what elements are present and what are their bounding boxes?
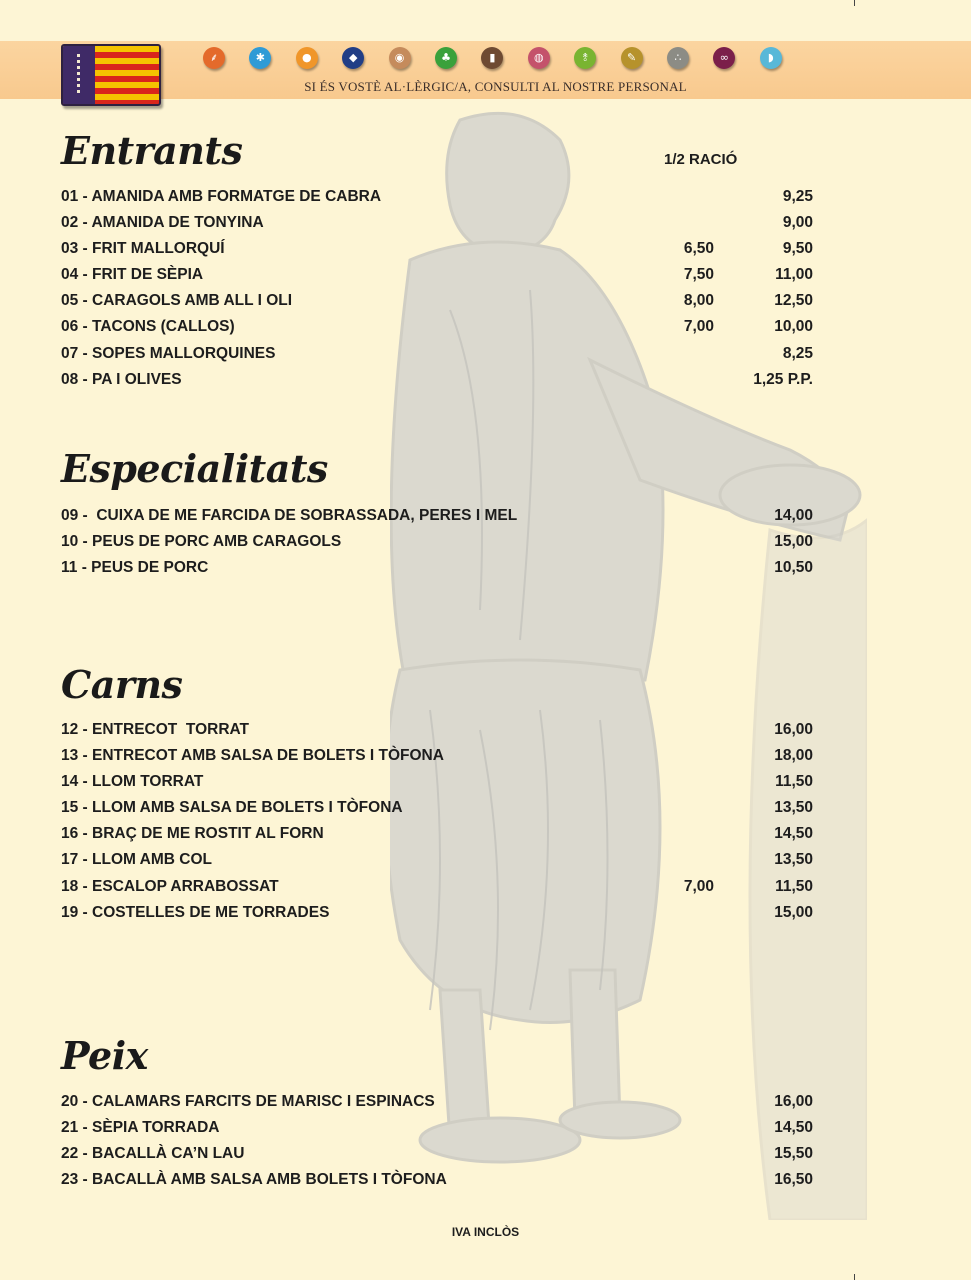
- menu-item-half-price: 7,00: [683, 877, 714, 895]
- menu-item-price: 12,50: [774, 292, 813, 310]
- menu-item: [61, 1093, 821, 1119]
- menu-item: [61, 371, 821, 397]
- menu-item: [61, 507, 821, 533]
- menu-item-name: 22 - BACALLÀ CA’N LAU: [61, 1145, 245, 1163]
- menu-item-price: 13,50: [774, 799, 813, 817]
- menu-item-name: 19 - COSTELLES DE ME TORRADES: [61, 903, 330, 921]
- gluten-icon: ⸙: [203, 47, 225, 69]
- menu-item-name: 16 - BRAÇ DE ME ROSTIT AL FORN: [61, 825, 324, 843]
- menu-item-name: 15 - LLOM AMB SALSA DE BOLETS I TÒFONA: [61, 799, 403, 817]
- menu-item-price: 11,50: [775, 773, 813, 791]
- section-title-entrants: Entrants: [61, 128, 243, 173]
- celery-icon: ⥉: [574, 47, 596, 69]
- menu-item-half-price: 6,50: [683, 240, 714, 258]
- menu-item-name: 11 - PEUS DE PORC: [61, 559, 209, 577]
- menu-item-price: 9,50: [782, 240, 813, 258]
- menu-item-price: 10,00: [774, 318, 813, 336]
- menu-item-price: 8,25: [782, 344, 813, 362]
- menu-item: [61, 345, 821, 371]
- menu-item: [61, 1171, 821, 1197]
- menu-item-price: 13,50: [774, 851, 813, 869]
- menu-item: [61, 1145, 821, 1171]
- molluscs-icon: ◗: [760, 47, 782, 69]
- mustard-icon: ✎: [621, 47, 643, 69]
- peix-list: [61, 1093, 821, 1197]
- menu-item-price: 11,50: [775, 877, 813, 895]
- menu-item: [61, 773, 821, 799]
- sulphites-icon: ∞: [713, 47, 735, 69]
- menu-item: [61, 747, 821, 773]
- menu-item-name: 03 - FRIT MALLORQUÍ: [61, 240, 225, 258]
- menu-item-name: 17 - LLOM AMB COL: [61, 851, 212, 869]
- menu-item-price: 11,00: [775, 266, 813, 284]
- menu-item-name: 01 - AMANIDA AMB FORMATGE DE CABRA: [61, 188, 382, 205]
- mallorca-flag-logo: [61, 44, 161, 106]
- menu-item: [61, 214, 821, 240]
- nuts-icon: ◍: [528, 47, 550, 69]
- menu-item-name: 02 - AMANIDA DE TONYINA: [61, 214, 264, 232]
- crop-mark-top: [854, 0, 855, 6]
- menu-item-name: 21 - SÈPIA TORRADA: [61, 1119, 220, 1137]
- menu-item-price: 16,00: [774, 721, 813, 738]
- menu-item-name: 04 - FRIT DE SÈPIA: [61, 266, 204, 284]
- menu-item-price: 16,50: [774, 1171, 813, 1189]
- menu-item: [61, 1119, 821, 1145]
- menu-item-price: 14,50: [774, 825, 813, 843]
- menu-item: [61, 318, 821, 344]
- menu-item: [61, 721, 821, 747]
- milk-icon: ▮: [481, 47, 503, 69]
- menu-item-price: 16,00: [774, 1093, 813, 1110]
- menu-item-name: 07 - SOPES MALLORQUINES: [61, 344, 276, 362]
- menu-item: [61, 904, 821, 930]
- menu-item: [61, 559, 821, 585]
- menu-item-price: 9,25: [782, 188, 813, 205]
- half-ration-header: 1/2 RACIÓ: [664, 151, 738, 168]
- menu-item-price: 1,25 P.P.: [753, 370, 813, 388]
- fish-icon: ◆: [342, 47, 364, 69]
- entrants-list: [61, 188, 821, 397]
- menu-item-name: 18 - ESCALOP ARRABOSSAT: [61, 877, 279, 895]
- menu-item-price: 15,00: [774, 533, 813, 551]
- menu-item-price: 14,00: [774, 507, 813, 524]
- menu-item-name: 06 - TACONS (CALLOS): [61, 318, 235, 336]
- menu-item: [61, 292, 821, 318]
- menu-item-name: 08 - PA I OLIVES: [61, 370, 182, 388]
- menu-item-name: 20 - CALAMARS FARCITS DE MARISC I ESPINACS: [61, 1093, 435, 1110]
- menu-item-name: 13 - ENTRECOT AMB SALSA DE BOLETS I TÒFONA: [61, 747, 444, 765]
- menu-item-name: 09 - CUIXA DE ME FARCIDA DE SOBRASSADA, PERES I MEL: [61, 507, 518, 524]
- eggs-icon: ●: [296, 47, 318, 69]
- sesame-icon: ∴: [667, 47, 689, 69]
- menu-item-name: 12 - ENTRECOT TORRAT: [61, 721, 250, 738]
- menu-item-name: 10 - PEUS DE PORC AMB CARAGOLS: [61, 533, 342, 551]
- flag-canton: [63, 46, 95, 104]
- menu-item-name: 05 - CARAGOLS AMB ALL I OLI: [61, 292, 293, 310]
- crop-mark-bottom: [854, 1274, 855, 1280]
- menu-item-half-price: 8,00: [683, 292, 714, 310]
- menu-item: [61, 851, 821, 877]
- crustaceans-icon: ✱: [249, 47, 271, 69]
- section-title-carns: Carns: [61, 662, 183, 707]
- menu-item: [61, 240, 821, 266]
- menu-item: [61, 878, 821, 904]
- carns-list: [61, 721, 821, 930]
- allergen-notice: SI ÉS VOSTÈ AL·LÈRGIC/A, CONSULTI AL NOSTRE PERSONAL: [304, 79, 687, 94]
- section-title-especialitats: Especialitats: [61, 446, 328, 491]
- vat-included-note: IVA INCLÒS: [451, 1225, 520, 1239]
- menu-item-half-price: 7,00: [683, 318, 714, 336]
- section-title-peix: Peix: [61, 1033, 148, 1078]
- menu-item-price: 15,50: [774, 1145, 813, 1163]
- menu-item-price: 18,00: [774, 747, 813, 765]
- menu-item: [61, 799, 821, 825]
- menu-item-name: 23 - BACALLÀ AMB SALSA AMB BOLETS I TÒFONA: [61, 1171, 447, 1189]
- menu-item-price: 15,00: [774, 903, 813, 921]
- menu-item: [61, 533, 821, 559]
- menu-item: [61, 266, 821, 292]
- menu-item-price: 9,00: [782, 214, 813, 232]
- menu-item-price: 14,50: [774, 1119, 813, 1137]
- peanuts-icon: ◉: [389, 47, 411, 69]
- menu-item-half-price: 7,50: [683, 266, 714, 284]
- menu-item-name: 14 - LLOM TORRAT: [61, 773, 204, 791]
- menu-item-price: 10,50: [774, 559, 813, 577]
- menu-item: [61, 825, 821, 851]
- soy-icon: ♣: [435, 47, 457, 69]
- menu-item: [61, 188, 821, 214]
- especialitats-list: [61, 507, 821, 585]
